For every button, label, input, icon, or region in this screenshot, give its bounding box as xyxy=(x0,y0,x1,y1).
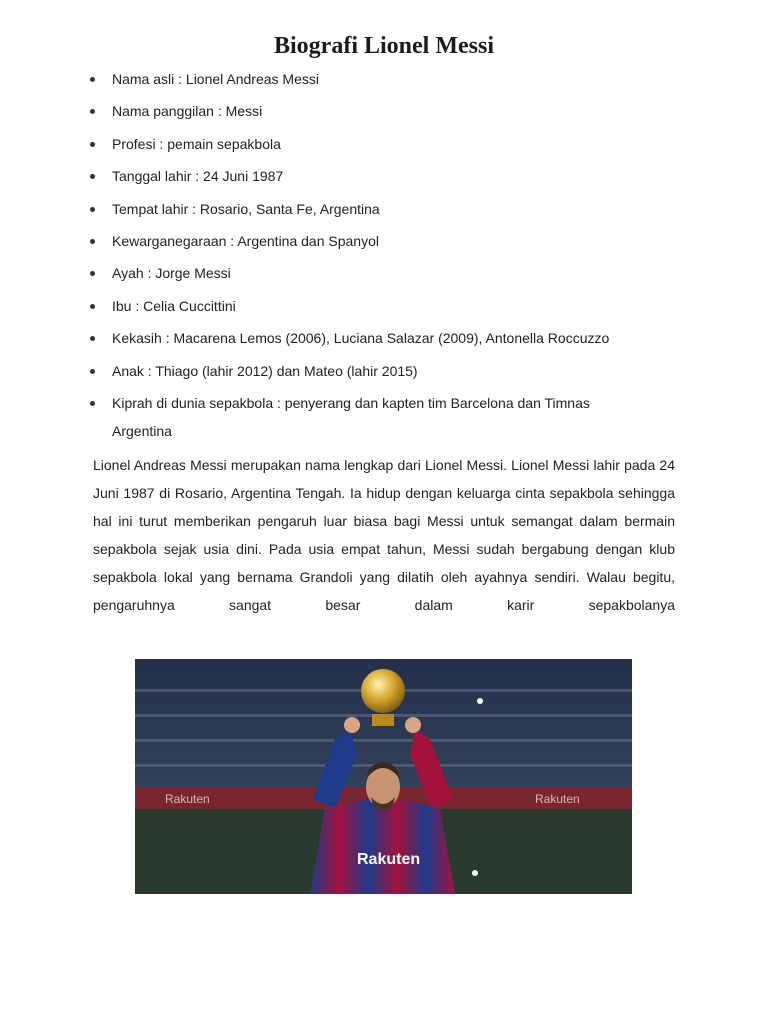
bullet-icon xyxy=(90,174,95,179)
list-item: Anak : Thiago (lahir 2012) dan Mateo (lahir 2015) xyxy=(88,357,648,385)
bullet-icon xyxy=(90,142,95,147)
jersey-sponsor-text: Rakuten xyxy=(357,851,421,868)
list-item: Profesi : pemain sepakbola xyxy=(88,130,648,158)
bullet-icon xyxy=(90,336,95,341)
bullet-icon xyxy=(90,304,95,309)
list-item: Nama asli : Lionel Andreas Messi xyxy=(88,65,648,93)
trophy-ball-icon xyxy=(361,669,405,713)
banner-text-left: Rakuten xyxy=(165,792,210,806)
bullet-icon xyxy=(90,77,95,82)
bullet-icon xyxy=(90,207,95,212)
bullet-icon xyxy=(90,401,95,406)
bullet-icon xyxy=(90,271,95,276)
bullet-icon xyxy=(90,369,95,374)
bullet-icon xyxy=(90,109,95,114)
list-item: Kewarganegaraan : Argentina dan Spanyol xyxy=(88,227,648,255)
list-item: Kekasih : Macarena Lemos (2006), Luciana Salazar (2009), Antonella Roccuzzo xyxy=(88,324,648,352)
list-item: Tempat lahir : Rosario, Santa Fe, Argentina xyxy=(88,195,648,223)
messi-ballon-dor-photo xyxy=(135,659,632,894)
banner-text-right: Rakuten xyxy=(535,792,580,806)
facts-list xyxy=(88,65,648,449)
list-item: Nama panggilan : Messi xyxy=(88,97,648,125)
list-item: Tanggal lahir : 24 Juni 1987 xyxy=(88,162,648,190)
page-title: Biografi Lionel Messi xyxy=(274,33,494,59)
list-item: Ayah : Jorge Messi xyxy=(88,259,648,287)
bullet-icon xyxy=(90,239,95,244)
list-item: Ibu : Celia Cuccittini xyxy=(88,292,648,320)
biography-paragraph: Lionel Andreas Messi merupakan nama lengkap dari Lionel Messi. Lionel Messi lahir pada 24 Juni 1987 di Rosario, Argentina Tengah. Ia hidup dengan keluarga cinta sepakbola sehingga hal ini turut memberikan pengaruh luar biasa bagi Messi untuk semangat dalam bermain sepakbola sejak usia dini. Pada usia empat tahun, Messi sudah bergabung dengan klub sepakbola lokal yang bernama Grandoli yang dilatih oleh ayahnya sendiri. Walau begitu, pengaruhnya sangat besar dalam karir sepakbolanya xyxy=(93,457,675,613)
list-item: Kiprah di dunia sepakbola : penyerang dan kapten tim Barcelona dan Timnas Argentina xyxy=(88,389,648,445)
